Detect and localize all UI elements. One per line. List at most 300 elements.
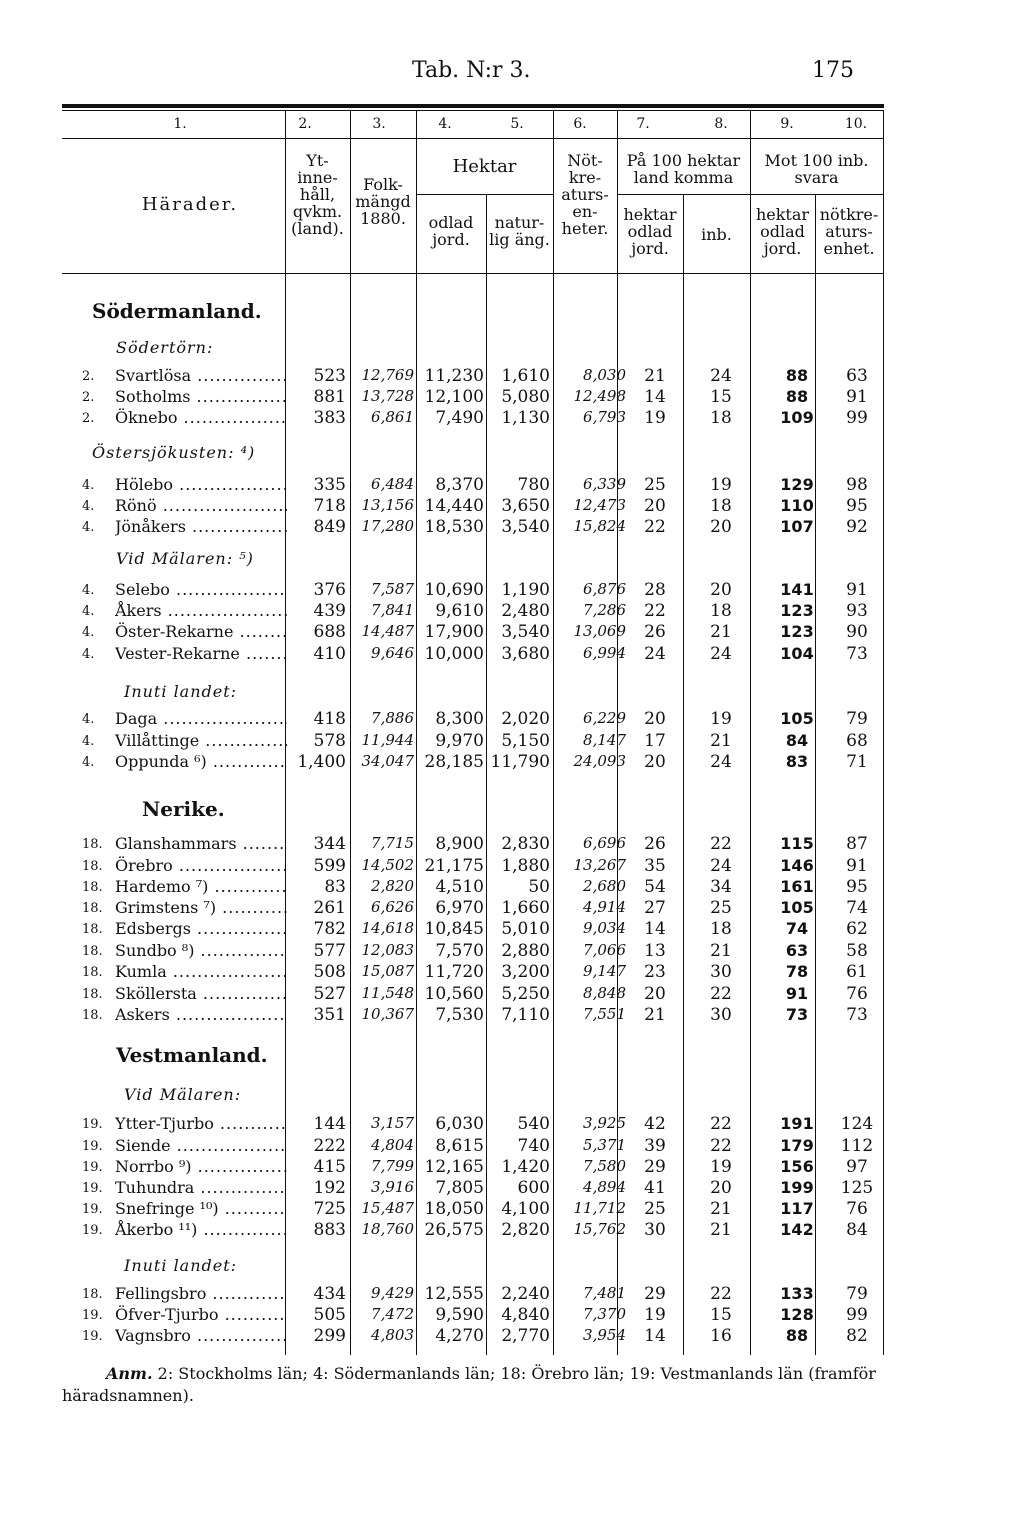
meadow-value: 2,880	[501, 941, 550, 961]
cattle-value: 8,848	[583, 984, 626, 1002]
district-name: Fellingsbro .....	[115, 1284, 287, 1303]
area-value: 376	[313, 580, 346, 600]
population-value: 11,548	[361, 984, 414, 1002]
area-value: 83	[324, 877, 346, 897]
cattle-per-100-inb: 125	[840, 1178, 874, 1198]
inhabitants-per-100-land: 18	[710, 496, 732, 516]
district-name: Askers .....	[115, 1005, 287, 1024]
table-row	[0, 834, 1024, 856]
meadow-value: 3,680	[501, 644, 550, 664]
population-value: 12,769	[361, 366, 414, 384]
cultivated-per-100-inb: 123	[780, 622, 814, 641]
cattle-per-100-inb: 68	[846, 731, 868, 751]
cattle-value: 15,762	[573, 1220, 626, 1238]
cattle-per-100-inb: 124	[840, 1114, 874, 1134]
meadow-value: 5,080	[501, 387, 550, 407]
district-name: Öfver-Tjurbo .....	[115, 1305, 287, 1324]
population-value: 3,157	[371, 1114, 414, 1132]
cultivated-per-100-inb: 141	[780, 580, 814, 599]
row-number: 4.	[82, 499, 95, 514]
header-line: en-	[572, 202, 598, 221]
cattle-per-100-inb: 58	[846, 941, 868, 961]
population-value: 3,916	[371, 1178, 414, 1196]
district-name: Tuhundra .....	[115, 1178, 287, 1197]
table-row	[0, 1114, 1024, 1136]
inhabitants-per-100-land: 18	[710, 408, 732, 428]
cultivated-per-100-land: 20	[644, 752, 666, 772]
subsection-heading: Vid Mälaren:	[124, 1085, 242, 1104]
running-head	[0, 58, 1024, 88]
cultivated-per-100-land: 25	[644, 475, 666, 495]
population-value: 14,502	[361, 856, 414, 874]
cultivated-value: 6,970	[435, 898, 484, 918]
header-hektar: Hektar	[452, 156, 517, 177]
cattle-per-100-inb: 91	[846, 856, 868, 876]
row-number: 19.	[82, 1202, 103, 1217]
header-line: svara	[794, 168, 839, 187]
district-name: Snefringe ¹⁰) .....	[115, 1199, 287, 1218]
header-subrule	[617, 194, 750, 195]
row-number: 18.	[82, 922, 103, 937]
district-name: Kumla .....	[115, 962, 287, 981]
table-row	[0, 962, 1024, 984]
cattle-per-100-inb: 73	[846, 644, 868, 664]
cattle-value: 8,030	[583, 366, 626, 384]
table-row	[0, 387, 1024, 409]
header-line: hektar	[623, 205, 677, 224]
col-number: 8.	[714, 116, 728, 132]
footnote	[62, 1363, 922, 1407]
inhabitants-per-100-land: 22	[710, 1136, 732, 1156]
meadow-value: 2,770	[501, 1326, 550, 1346]
cultivated-value: 18,050	[424, 1199, 484, 1219]
cattle-value: 7,551	[583, 1005, 626, 1023]
area-value: 688	[313, 622, 346, 642]
inhabitants-per-100-land: 25	[710, 898, 732, 918]
inhabitants-per-100-land: 18	[710, 919, 732, 939]
cultivated-value: 8,300	[435, 709, 484, 729]
area-value: 351	[313, 1005, 346, 1025]
col-number: 3.	[372, 116, 386, 132]
col-number: 2.	[298, 116, 312, 132]
row-number: 18.	[82, 944, 103, 959]
meadow-value: 1,130	[501, 408, 550, 428]
row-number: 2.	[82, 411, 95, 426]
header-notkreatur	[553, 152, 617, 237]
cultivated-per-100-land: 41	[644, 1178, 666, 1198]
cultivated-per-100-inb: 129	[780, 475, 814, 494]
population-value: 14,618	[361, 919, 414, 937]
inhabitants-per-100-land: 21	[710, 731, 732, 751]
inhabitants-per-100-land: 21	[710, 1220, 732, 1240]
district-name: Siende .....	[115, 1136, 287, 1155]
table-row	[0, 475, 1024, 497]
inhabitants-per-100-land: 30	[710, 1005, 732, 1025]
area-value: 299	[313, 1326, 346, 1346]
cultivated-value: 10,560	[424, 984, 484, 1004]
area-value: 418	[313, 709, 346, 729]
cattle-value: 13,267	[573, 856, 626, 874]
header-line: jord.	[432, 230, 470, 249]
row-number: 18.	[82, 837, 103, 852]
row-number: 19.	[82, 1329, 103, 1344]
district-name: Glanshammars .....	[115, 834, 287, 853]
col-number: 6.	[573, 116, 587, 132]
cultivated-per-100-land: 26	[644, 834, 666, 854]
table-row	[0, 1326, 1024, 1348]
cattle-value: 6,876	[583, 580, 626, 598]
cattle-per-100-inb: 76	[846, 1199, 868, 1219]
header-inb: inb.	[701, 225, 732, 244]
header-line: jord.	[631, 239, 669, 258]
header-line: odlad	[627, 222, 673, 241]
population-value: 13,728	[361, 387, 414, 405]
meadow-value: 2,820	[501, 1220, 550, 1240]
inhabitants-per-100-land: 21	[710, 941, 732, 961]
row-number: 4.	[82, 478, 95, 493]
district-name: Svartlösa .....	[115, 366, 287, 385]
header-line: heter.	[561, 219, 609, 238]
cultivated-value: 4,270	[435, 1326, 484, 1346]
page-number: 175	[812, 58, 854, 83]
col-number: 7.	[636, 116, 650, 132]
table-row	[0, 366, 1024, 388]
inhabitants-per-100-land: 19	[710, 1157, 732, 1177]
population-value: 7,799	[371, 1157, 414, 1175]
population-value: 12,083	[361, 941, 414, 959]
col-number: 10.	[844, 116, 868, 132]
header-line: Yt-	[306, 151, 329, 170]
cultivated-per-100-inb: 142	[780, 1220, 814, 1239]
col-number: 5.	[510, 116, 524, 132]
cultivated-per-100-land: 28	[644, 580, 666, 600]
cultivated-value: 11,720	[424, 962, 484, 982]
cultivated-per-100-land: 35	[644, 856, 666, 876]
meadow-value: 11,790	[490, 752, 550, 772]
table-row	[0, 1284, 1024, 1306]
cultivated-per-100-inb: 105	[780, 898, 814, 917]
cultivated-per-100-land: 19	[644, 408, 666, 428]
row-number: 4.	[82, 604, 95, 619]
table-row	[0, 496, 1024, 518]
table-row	[0, 408, 1024, 430]
cultivated-per-100-land: 21	[644, 366, 666, 386]
header-hektar-odlad-2	[750, 206, 815, 257]
cultivated-per-100-land: 20	[644, 984, 666, 1004]
cultivated-per-100-land: 39	[644, 1136, 666, 1156]
row-number: 4.	[82, 647, 95, 662]
meadow-value: 5,250	[501, 984, 550, 1004]
header-notkreatursenhet	[815, 206, 883, 257]
row-number: 4.	[82, 520, 95, 535]
header-bottom-rule	[62, 273, 884, 274]
footnote-label: Anm.	[106, 1364, 153, 1383]
population-value: 7,715	[371, 834, 414, 852]
cattle-per-100-inb: 63	[846, 366, 868, 386]
district-name: Sotholms .....	[115, 387, 287, 406]
cultivated-per-100-inb: 128	[780, 1305, 814, 1324]
cultivated-per-100-inb: 156	[780, 1157, 814, 1176]
cultivated-per-100-inb: 123	[780, 601, 814, 620]
table-row	[0, 709, 1024, 731]
cattle-value: 3,925	[583, 1114, 626, 1132]
header-line: aturs-	[825, 222, 873, 241]
cultivated-value: 11,230	[424, 366, 484, 386]
area-value: 725	[313, 1199, 346, 1219]
cultivated-per-100-land: 54	[644, 877, 666, 897]
header-line: håll,	[299, 185, 336, 204]
inhabitants-per-100-land: 22	[710, 834, 732, 854]
area-value: 505	[313, 1305, 346, 1325]
inhabitants-per-100-land: 22	[710, 1284, 732, 1304]
subsection-heading: Östersjökusten: ⁴)	[92, 443, 256, 462]
cultivated-value: 8,370	[435, 475, 484, 495]
area-value: 335	[313, 475, 346, 495]
cattle-per-100-inb: 87	[846, 834, 868, 854]
inhabitants-per-100-land: 19	[710, 709, 732, 729]
district-name: Hardemo ⁷) .....	[115, 877, 287, 896]
header-line: aturs-	[561, 185, 609, 204]
inhabitants-per-100-land: 18	[710, 601, 732, 621]
row-number: 18.	[82, 859, 103, 874]
district-name: Oppunda ⁶) .....	[115, 752, 287, 771]
inhabitants-per-100-land: 24	[710, 644, 732, 664]
area-value: 344	[313, 834, 346, 854]
cattle-per-100-inb: 98	[846, 475, 868, 495]
area-value: 883	[313, 1220, 346, 1240]
table-row	[0, 1136, 1024, 1158]
cultivated-value: 7,490	[435, 408, 484, 428]
table-row	[0, 644, 1024, 666]
cultivated-per-100-inb: 88	[785, 387, 809, 406]
cattle-per-100-inb: 112	[840, 1136, 874, 1156]
table-row	[0, 1199, 1024, 1221]
district-name: Daga .....	[115, 709, 287, 728]
cattle-per-100-inb: 82	[846, 1326, 868, 1346]
cultivated-value: 8,900	[435, 834, 484, 854]
cattle-value: 13,069	[573, 622, 626, 640]
inhabitants-per-100-land: 22	[710, 1114, 732, 1134]
population-value: 11,944	[361, 731, 414, 749]
cultivated-per-100-land: 13	[644, 941, 666, 961]
cultivated-per-100-inb: 83	[785, 752, 809, 771]
header-odlad	[416, 214, 486, 248]
cultivated-per-100-land: 17	[644, 731, 666, 751]
area-value: 782	[313, 919, 346, 939]
population-value: 10,367	[361, 1005, 414, 1023]
inhabitants-per-100-land: 19	[710, 475, 732, 495]
row-number: 18.	[82, 1287, 103, 1302]
area-value: 849	[313, 517, 346, 537]
inhabitants-per-100-land: 24	[710, 856, 732, 876]
cattle-value: 11,712	[573, 1199, 626, 1217]
table-row	[0, 731, 1024, 753]
cattle-per-100-inb: 79	[846, 709, 868, 729]
district-name: Öster-Rekarne .....	[115, 622, 287, 641]
top-rule-thick	[62, 104, 884, 108]
cultivated-value: 12,555	[424, 1284, 484, 1304]
row-number: 19.	[82, 1181, 103, 1196]
area-value: 222	[313, 1136, 346, 1156]
header-line: lig äng.	[489, 230, 550, 249]
district-name: Åkerbo ¹¹) .....	[115, 1220, 287, 1239]
cultivated-per-100-land: 20	[644, 709, 666, 729]
table-row	[0, 517, 1024, 539]
cattle-value: 7,286	[583, 601, 626, 619]
subsection-heading: Vid Mälaren: ⁵)	[116, 549, 254, 568]
cattle-per-100-inb: 90	[846, 622, 868, 642]
inhabitants-per-100-land: 15	[710, 1305, 732, 1325]
meadow-value: 600	[517, 1178, 550, 1198]
meadow-value: 1,660	[501, 898, 550, 918]
header-line: På 100 hektar	[626, 151, 741, 170]
cultivated-per-100-land: 27	[644, 898, 666, 918]
cultivated-value: 7,570	[435, 941, 484, 961]
area-value: 599	[313, 856, 346, 876]
district-name: Rönö .....	[115, 496, 287, 515]
cultivated-value: 18,530	[424, 517, 484, 537]
header-line: land komma	[633, 168, 734, 187]
district-name: Ytter-Tjurbo .....	[115, 1114, 287, 1133]
inhabitants-per-100-land: 20	[710, 517, 732, 537]
meadow-value: 5,010	[501, 919, 550, 939]
header-line: natur-	[494, 213, 545, 232]
meadow-value: 4,840	[501, 1305, 550, 1325]
area-value: 434	[313, 1284, 346, 1304]
area-value: 415	[313, 1157, 346, 1177]
meadow-value: 1,880	[501, 856, 550, 876]
inhabitants-per-100-land: 16	[710, 1326, 732, 1346]
meadow-value: 540	[517, 1114, 550, 1134]
cattle-per-100-inb: 95	[846, 496, 868, 516]
district-name: Åkers .....	[115, 601, 287, 620]
cattle-per-100-inb: 91	[846, 580, 868, 600]
population-value: 4,804	[371, 1136, 414, 1154]
area-value: 523	[313, 366, 346, 386]
inhabitants-per-100-land: 21	[710, 622, 732, 642]
inhabitants-per-100-land: 30	[710, 962, 732, 982]
district-name: Hölebo .....	[115, 475, 287, 494]
subsection-heading: Södertörn:	[116, 338, 214, 357]
population-value: 14,487	[361, 622, 414, 640]
inhabitants-per-100-land: 24	[710, 366, 732, 386]
cultivated-per-100-inb: 199	[780, 1178, 814, 1197]
row-number: 18.	[82, 880, 103, 895]
row-number: 2.	[82, 390, 95, 405]
population-value: 34,047	[361, 752, 414, 770]
meadow-value: 1,190	[501, 580, 550, 600]
cattle-per-100-inb: 93	[846, 601, 868, 621]
header-folkmangd	[350, 176, 416, 227]
footnote-text: 2: Stockholms län; 4: Södermanlands län; 18: Örebro län; 19: Vestmanlands län (framför häradsnamnen).	[62, 1364, 876, 1405]
population-value: 13,156	[361, 496, 414, 514]
row-number: 4.	[82, 734, 95, 749]
cattle-per-100-inb: 92	[846, 517, 868, 537]
header-line: Folk-	[363, 175, 403, 194]
district-name: Öknebo .....	[115, 408, 287, 427]
region-heading: Nerike.	[142, 797, 225, 821]
cattle-value: 6,793	[583, 408, 626, 426]
cultivated-per-100-inb: 115	[780, 834, 814, 853]
cultivated-value: 12,100	[424, 387, 484, 407]
cattle-value: 7,066	[583, 941, 626, 959]
row-number: 19.	[82, 1139, 103, 1154]
cattle-value: 7,370	[583, 1305, 626, 1323]
cultivated-per-100-land: 22	[644, 517, 666, 537]
cultivated-per-100-inb: 105	[780, 709, 814, 728]
header-line: (land).	[291, 219, 344, 238]
cultivated-value: 28,185	[424, 752, 484, 772]
header-ytinnehall	[285, 152, 350, 237]
cultivated-value: 9,970	[435, 731, 484, 751]
district-name: Sundbo ⁸) .....	[115, 941, 287, 960]
col-number: 1.	[173, 116, 187, 132]
header-hektar-odlad	[617, 206, 683, 257]
area-value: 508	[313, 962, 346, 982]
meadow-value: 3,650	[501, 496, 550, 516]
table-row	[0, 984, 1024, 1006]
area-value: 383	[313, 408, 346, 428]
table-row	[0, 1157, 1024, 1179]
cultivated-per-100-land: 24	[644, 644, 666, 664]
cattle-value: 8,147	[583, 731, 626, 749]
cultivated-per-100-land: 23	[644, 962, 666, 982]
cultivated-per-100-land: 30	[644, 1220, 666, 1240]
district-name: Vagnsbro .....	[115, 1326, 287, 1345]
inhabitants-per-100-land: 34	[710, 877, 732, 897]
table-row	[0, 1005, 1024, 1027]
header-line: enhet.	[823, 239, 875, 258]
meadow-value: 2,240	[501, 1284, 550, 1304]
district-name: Edsbergs .....	[115, 919, 287, 938]
header-pa100	[617, 152, 750, 186]
cultivated-per-100-inb: 74	[785, 919, 809, 938]
table-row	[0, 919, 1024, 941]
cultivated-value: 10,690	[424, 580, 484, 600]
cattle-value: 2,680	[583, 877, 626, 895]
table-row	[0, 752, 1024, 774]
area-value: 261	[313, 898, 346, 918]
table-row	[0, 856, 1024, 878]
cultivated-per-100-land: 29	[644, 1284, 666, 1304]
area-value: 578	[313, 731, 346, 751]
table-row	[0, 601, 1024, 623]
header-line: inne-	[297, 168, 338, 187]
cultivated-value: 8,615	[435, 1136, 484, 1156]
cultivated-value: 10,845	[424, 919, 484, 939]
cultivated-per-100-inb: 133	[780, 1284, 814, 1303]
cultivated-per-100-inb: 110	[780, 496, 814, 515]
cultivated-per-100-land: 14	[644, 919, 666, 939]
cultivated-per-100-inb: 107	[780, 517, 814, 536]
header-harader: Härader.	[141, 194, 239, 215]
cultivated-per-100-inb: 161	[780, 877, 814, 896]
header-line: mängd	[355, 192, 411, 211]
meadow-value: 740	[517, 1136, 550, 1156]
cattle-value: 12,498	[573, 387, 626, 405]
population-value: 7,472	[371, 1305, 414, 1323]
cattle-per-100-inb: 62	[846, 919, 868, 939]
meadow-value: 4,100	[501, 1199, 550, 1219]
area-value: 881	[313, 387, 346, 407]
cultivated-per-100-inb: 146	[780, 856, 814, 875]
area-value: 192	[313, 1178, 346, 1198]
cattle-value: 3,954	[583, 1326, 626, 1344]
row-number: 4.	[82, 583, 95, 598]
row-number: 19.	[82, 1117, 103, 1132]
cattle-per-100-inb: 84	[846, 1220, 868, 1240]
header-subrule	[62, 138, 884, 139]
